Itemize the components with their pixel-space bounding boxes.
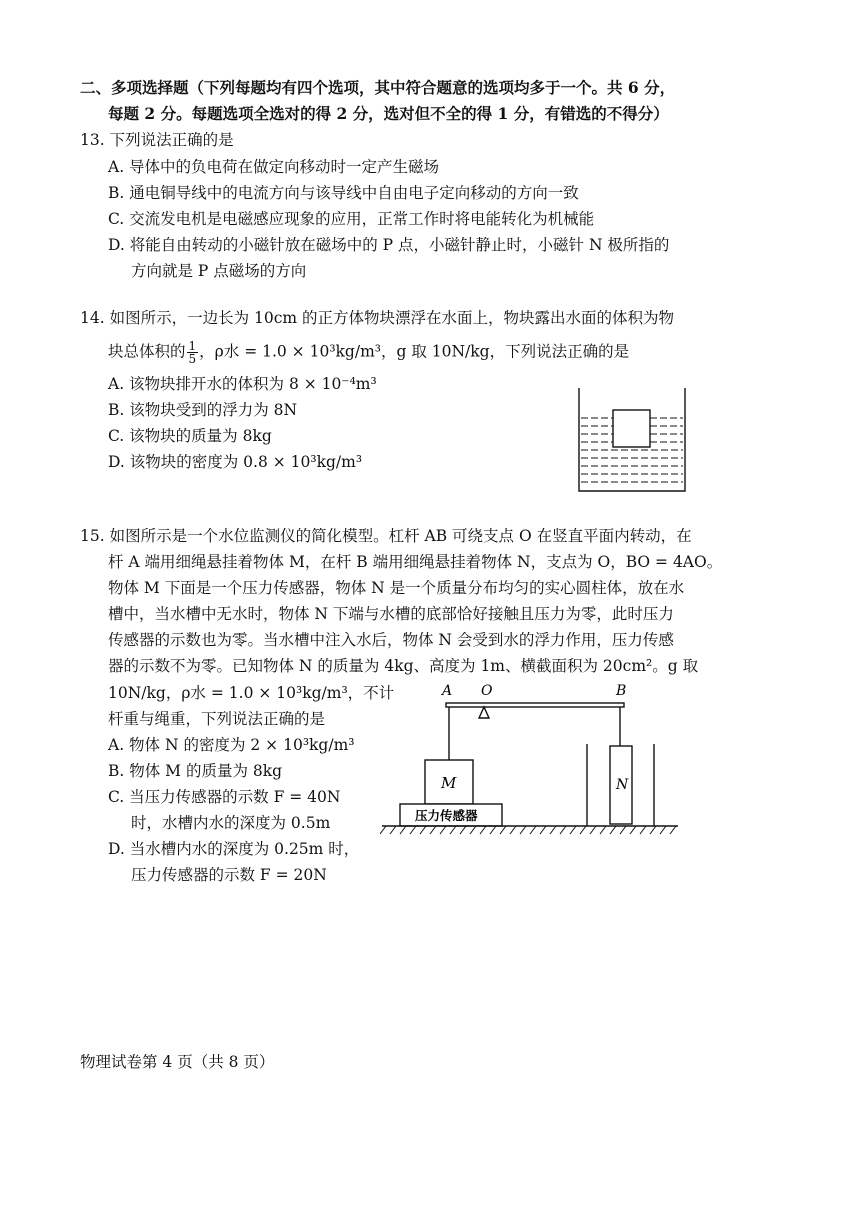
ground-hatching	[380, 826, 676, 834]
q13-option-d-line2: 方向就是 P 点磁场的方向	[131, 262, 307, 280]
q15-line5: 传感器的示数也为零。当水槽中注入水后，物体 N 会受到水的浮力作用，压力传感	[108, 631, 674, 649]
q13-stem: 13. 下列说法正确的是	[80, 131, 234, 149]
q15-option-b: B. 物体 M 的质量为 8kg	[108, 762, 283, 780]
q15-line4: 槽中，当水槽中无水时，物体 N 下端与水槽的底部恰好接触且压力为零，此时压力	[108, 605, 674, 623]
q15-line6: 器的示数不为零。已知物体 N 的质量为 4kg、高度为 1m、横截面积为 20cm²。g 取	[108, 657, 699, 675]
q15-line1: 15. 如图所示是一个水位监测仪的简化模型。杠杆 AB 可绕支点 O 在竖直平面内转动，在	[80, 527, 692, 545]
q14-stem-line1: 14. 如图所示，一边长为 10cm 的正方体物块漂浮在水面上，物块露出水面的体积为物	[80, 309, 675, 327]
floating-cube	[613, 410, 650, 447]
q15-figure-lever	[380, 676, 680, 846]
q15-line8: 杆重与绳重，下列说法正确的是	[108, 710, 326, 728]
fulcrum	[479, 707, 489, 718]
q14-option-a: A. 该物块排开水的体积为 8 × 10⁻⁴m³	[108, 375, 377, 393]
fraction-numerator: 1	[188, 339, 197, 353]
label-a: A	[442, 683, 453, 699]
q15-option-c-line2: 时，水槽内水的深度为 0.5m	[131, 814, 331, 832]
q14-option-c: C. 该物块的质量为 8kg	[108, 427, 272, 445]
label-m: M	[441, 774, 457, 792]
page-footer: 物理试卷第 4 页（共 8 页）	[80, 1053, 275, 1071]
q15-option-a: A. 物体 N 的密度为 2 × 10³kg/m³	[108, 736, 355, 754]
q14-stem-line2	[108, 340, 629, 365]
q15-option-d-line1: D. 当水槽内水的深度为 0.25m 时，	[108, 840, 360, 858]
q13-option-c: C. 交流发电机是电磁感应现象的应用，正常工作时将电能转化为机械能	[108, 210, 595, 228]
q15-option-c-line1: C. 当压力传感器的示数 F = 40N	[108, 788, 341, 806]
q14-stem2-post: ，ρ水 = 1.0 × 10³kg/m³，g 取 10N/kg，下列说法正确的是	[199, 342, 630, 361]
section-heading-line2: 每题 2 分。每题选项全选对的得 2 分，选对但不全的得 1 分，有错选的不得分）	[108, 104, 669, 123]
label-o: O	[481, 683, 493, 699]
q13-option-d-line1: D. 将能自由转动的小磁针放在磁场中的 P 点，小磁针静止时，小磁针 N 极所指的	[108, 236, 670, 254]
label-n: N	[616, 777, 629, 793]
sensor-label: 压力传感器	[415, 808, 478, 823]
q15-line2: 杆 A 端用细绳悬挂着物体 M，在杆 B 端用细绳悬挂着物体 N，支点为 O，BO = 4AO。	[108, 553, 723, 571]
q14-stem2-pre: 块总体积的	[108, 342, 186, 361]
q13-option-a: A. 导体中的负电荷在做定向移动时一定产生磁场	[108, 158, 440, 176]
q13-option-b: B. 通电铜导线中的电流方向与该导线中自由电子定向移动的方向一致	[108, 184, 579, 202]
label-b: B	[616, 683, 627, 699]
fraction	[187, 340, 199, 365]
q14-option-d: D. 该物块的密度为 0.8 × 10³kg/m³	[108, 453, 363, 471]
fraction-denominator: 5	[188, 352, 197, 366]
q14-option-b: B. 该物块受到的浮力为 8N	[108, 401, 298, 419]
section-heading-line1: 二、多项选择题（下列每题均有四个选项，其中符合题意的选项均多于一个。共 6 分，	[80, 78, 676, 97]
q14-figure-floating-cube	[575, 388, 689, 494]
lever-bar	[446, 703, 624, 707]
q15-option-d-line2: 压力传感器的示数 F = 20N	[131, 866, 327, 884]
q15-line3: 物体 M 下面是一个压力传感器，物体 N 是一个质量分布均匀的实心圆柱体，放在水	[108, 579, 685, 597]
q15-line7: 10N/kg，ρ水 = 1.0 × 10³kg/m³，不计	[108, 684, 395, 702]
